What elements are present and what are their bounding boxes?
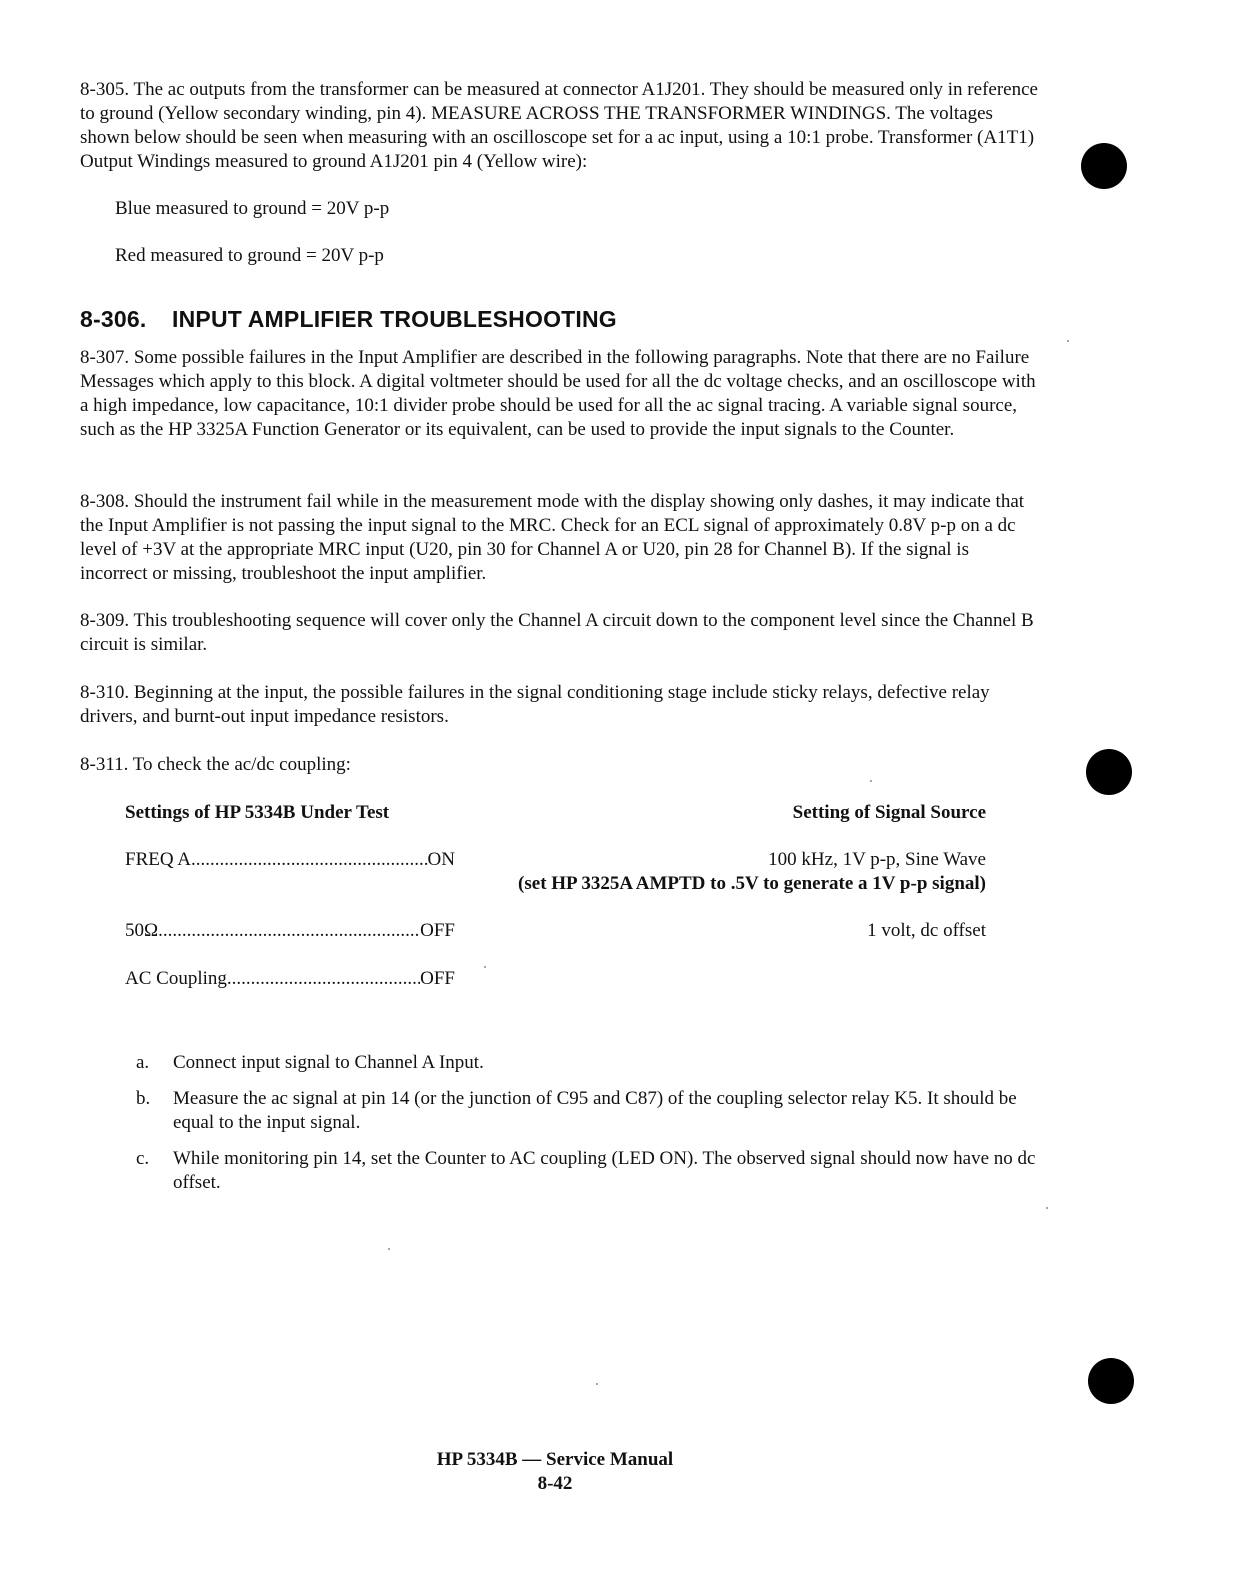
dot-leader [158, 919, 420, 943]
paragraph-8-310: 8-310. Beginning at the input, the possible failures in the signal conditioning stage include sticky relays, defective relay drivers, and burnt-out input impedance resistors. [80, 682, 990, 727]
scan-speck [388, 1248, 390, 1250]
page-number: 8-42 [537, 1473, 573, 1494]
step-letter: c. [136, 1148, 150, 1169]
table-header-left: Settings of HP 5334B Under Test [125, 802, 390, 823]
footer-manual-title: HP 5334B — Service Manual [436, 1449, 674, 1470]
source-note: (set HP 3325A AMPTD to .5V to generate a 1V p-p signal) [518, 873, 986, 894]
setting-label: 50Ω [125, 920, 159, 941]
paragraph-8-311: 8-311. To check the ac/dc coupling: [80, 754, 351, 775]
step-text: While monitoring pin 14, set the Counter to AC coupling (LED ON). The observed signal should now have no dc offset. [173, 1148, 1036, 1193]
red-measurement: Red measured to ground = 20V p-p [115, 245, 384, 266]
table-row [125, 919, 455, 943]
scan-speck [1046, 1207, 1048, 1209]
binder-hole-mark [1081, 143, 1127, 189]
source-setting: 1 volt, dc offset [867, 920, 986, 941]
section-heading [80, 304, 617, 334]
scan-speck [1067, 340, 1069, 342]
blue-measurement: Blue measured to ground = 20V p-p [115, 198, 390, 219]
paragraph-8-308: 8-308. Should the instrument fail while in the measurement mode with the display showing only dashes, it may indicate that the Input Amplifier is not passing the input signal to the MRC. Check for an ECL signal of approximately 0.8V p-p on a dc level of +3V at the appropriate MRC input (U20, pin 30 for Channel A or U20, pin 28 for Channel B). If the signal is incorrect or missing, troubleshoot the input amplifier. [80, 491, 1025, 584]
dot-leader [227, 967, 420, 991]
paragraph-8-305: 8-305. The ac outputs from the transformer can be measured at connector A1J201. They should be measured only in reference to ground (Yellow secondary winding, pin 4). MEASURE ACROSS THE TRANSFORMER WINDINGS. The voltages shown below should be seen when measuring with an oscilloscope set for a ac input, using a 10:1 probe. Transformer (A1T1) Output Windings measured to ground A1J201 pin 4 (Yellow wire): [80, 79, 1038, 172]
table-row [125, 848, 455, 872]
dot-leader [191, 848, 428, 872]
table-row [125, 967, 455, 991]
step-a [136, 1051, 1036, 1075]
binder-hole-mark [1088, 1358, 1134, 1404]
paragraph-8-307: 8-307. Some possible failures in the Input Amplifier are described in the following paragraphs. Note that there are no Failure Messages which apply to this block. A digital voltmeter should be used for all the dc voltage checks, and an oscilloscope with a high impedance, low capacitance, 10:1 divider probe should be used for all the ac signal tracing. A variable signal source, such as the HP 3325A Function Generator or its equivalent, can be used to provide the input signals to the Counter. [80, 347, 1036, 440]
setting-label: AC Coupling [125, 968, 227, 989]
step-letter: a. [136, 1052, 150, 1073]
step-text: Measure the ac signal at pin 14 (or the junction of C95 and C87) of the coupling selector relay K5. It should be equal to the input signal. [173, 1088, 1017, 1133]
table-header-right: Setting of Signal Source [792, 802, 986, 823]
scan-speck [484, 966, 486, 968]
step-text: Connect input signal to Channel A Input. [173, 1052, 484, 1073]
setting-value: OFF [420, 968, 455, 989]
scan-speck [870, 780, 872, 782]
step-b [136, 1087, 1036, 1135]
binder-hole-mark [1086, 749, 1132, 795]
setting-value: OFF [420, 920, 455, 941]
section-title: INPUT AMPLIFIER TROUBLESHOOTING [172, 306, 617, 332]
step-letter: b. [136, 1088, 151, 1109]
paragraph-8-309: 8-309. This troubleshooting sequence will cover only the Channel A circuit down to the component level since the Channel B circuit is similar. [80, 610, 1034, 655]
setting-value: ON [427, 849, 455, 870]
setting-label: FREQ A [125, 849, 191, 870]
section-number: 8-306. [80, 306, 147, 332]
scan-speck [596, 1383, 598, 1385]
step-c [136, 1147, 1036, 1195]
source-setting: 100 kHz, 1V p-p, Sine Wave [768, 849, 986, 870]
